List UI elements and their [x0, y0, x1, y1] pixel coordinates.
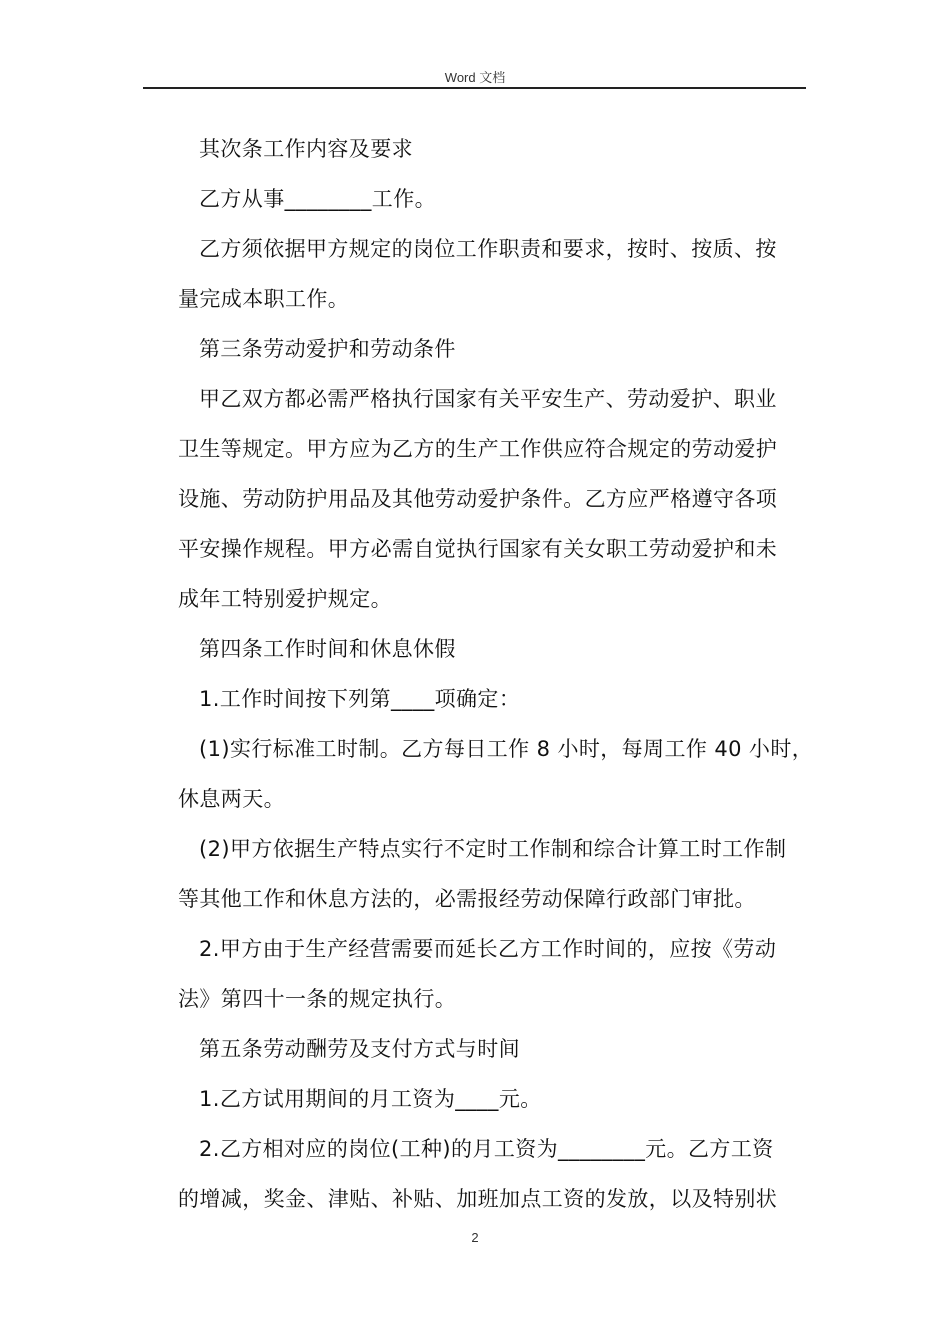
paragraph-continuation: 的增减，奖金、津贴、补贴、加班加点工资的发放，以及特别状	[178, 1187, 778, 1211]
paragraph-line: 1.工作时间按下列第____项确定：	[199, 687, 521, 711]
header-title: Word 文档	[444, 70, 506, 85]
paragraph-continuation: 法》第四十一条的规定执行。	[178, 987, 457, 1011]
paragraph-line: 1.乙方试用期间的月工资为____元。	[199, 1087, 542, 1111]
paragraph-continuation: 设施、劳动防护用品及其他劳动爱护条件。乙方应严格遵守各项	[178, 487, 778, 511]
paragraph-continuation: 量完成本职工作。	[178, 287, 350, 311]
section-heading: 第三条劳动爱护和劳动条件	[199, 337, 456, 361]
paragraph-continuation: 等其他工作和休息方法的，必需报经劳动保障行政部门审批。	[178, 887, 756, 911]
paragraph-line: 乙方从事________工作。	[199, 187, 436, 211]
paragraph-continuation: 平安操作规程。甲方必需自觉执行国家有关女职工劳动爱护和未	[178, 537, 778, 561]
paragraph-continuation: 休息两天。	[178, 787, 285, 811]
paragraph-continuation: 成年工特别爱护规定。	[178, 587, 392, 611]
section-heading: 第五条劳动酬劳及支付方式与时间	[199, 1037, 520, 1061]
paragraph-line: (2)甲方依据生产特点实行不定时工作制和综合计算工时工作制	[199, 837, 787, 861]
paragraph-line: 乙方须依据甲方规定的岗位工作职责和要求，按时、按质、按	[199, 237, 777, 261]
document-body	[178, 124, 814, 1224]
section-heading: 其次条工作内容及要求	[199, 137, 413, 161]
paragraph-continuation: 卫生等规定。甲方应为乙方的生产工作供应符合规定的劳动爱护	[178, 437, 778, 461]
section-heading: 第四条工作时间和休息休假	[199, 637, 456, 661]
paragraph-line: 2.乙方相对应的岗位(工种)的月工资为________元。乙方工资	[199, 1137, 774, 1161]
header-divider	[143, 87, 806, 89]
paragraph-line: (1)实行标准工时制。乙方每日工作 8 小时，每周工作 40 小时，	[199, 737, 814, 761]
page-number: 2	[471, 1230, 479, 1245]
paragraph-line: 甲乙双方都必需严格执行国家有关平安生产、劳动爱护、职业	[199, 387, 777, 411]
paragraph-line: 2.甲方由于生产经营需要而延长乙方工作时间的，应按《劳动	[199, 937, 777, 961]
